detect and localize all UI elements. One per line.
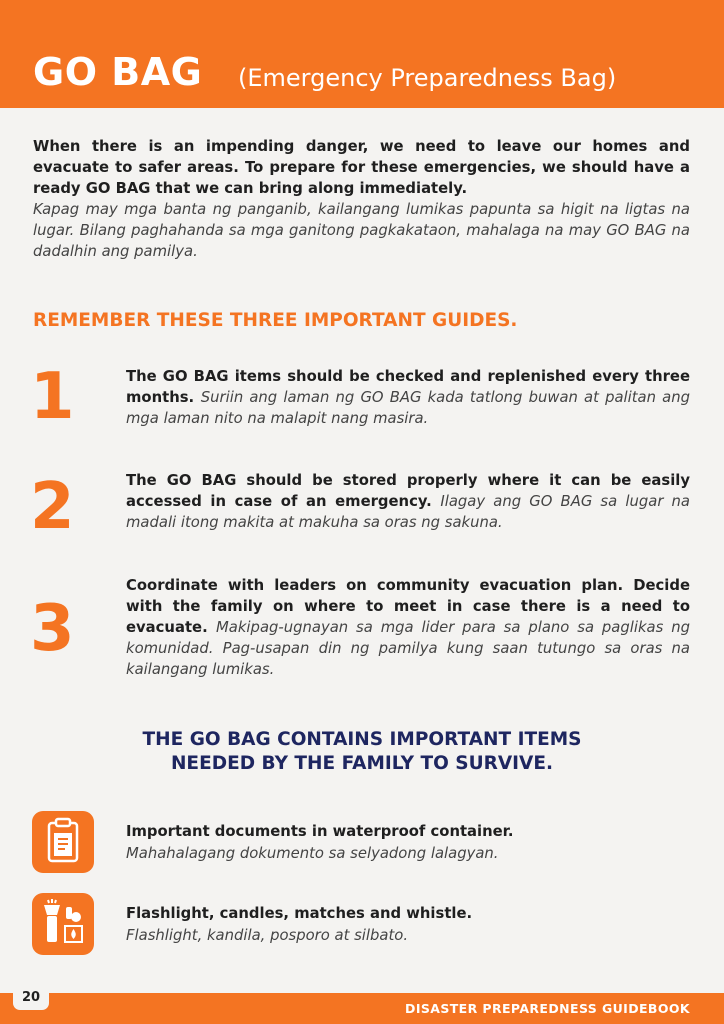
contains-heading (80, 728, 644, 776)
guide-3-english: Coordinate with leaders on community evacuation plan. Decide with the family on where to meet in case there is a need to evacuate. (126, 577, 690, 636)
page-header (0, 0, 724, 108)
intro-paragraph (33, 136, 690, 262)
contains-heading-line1: THE GO BAG CONTAINS IMPORTANT ITEMS (142, 729, 582, 750)
item-flashlight-tagalog: Flashlight, kandila, posporo at silbato. (126, 927, 409, 944)
intro-tagalog: Kapag may mga banta ng panganib, kailangang lumikas papunta sa higit na ligtas na lugar. Bilang paghahanda sa mga ganitong pagkakataon, mahalaga na may GO BAG na dadalhin ang pamilya. (33, 201, 690, 260)
item-flashlight-english: Flashlight, candles, matches and whistle. (126, 905, 473, 922)
document-container-icon (32, 811, 94, 873)
page-footer (0, 990, 724, 1024)
item-documents (126, 821, 686, 865)
guide-1 (126, 366, 690, 429)
remember-heading: REMEMBER THESE THREE IMPORTANT GUIDES. (33, 310, 518, 331)
guide-1-tagalog: Suriin ang laman ng GO BAG kada tatlong buwan at palitan ang mga laman nito na malapit nang masira. (126, 389, 690, 427)
guide-number-3: 3 (30, 592, 75, 666)
intro-english: When there is an impending danger, we need to leave our homes and evacuate to safer areas. To prepare for these emergencies, we should have a ready GO BAG that we can bring along immediately. (33, 138, 690, 197)
contains-heading-line2: NEEDED BY THE FAMILY TO SURVIVE. (170, 753, 554, 774)
page-subtitle: (Emergency Preparedness Bag) (238, 64, 617, 92)
guide-2-tagalog: Ilagay ang GO BAG sa lugar na madali itong makita at makuha sa oras ng sakuna. (126, 493, 690, 531)
flashlight-candle-icon (32, 893, 94, 955)
guide-3-tagalog: Makipag-ugnayan sa mga lider para sa plano sa paglikas ng komunidad. Pag-usapan din ng pamilya kung saan tutungo sa oras na kailangang lumikas. (126, 619, 690, 678)
guide-1-english: The GO BAG items should be checked and replenished every three months. (126, 368, 690, 406)
guidebook-title: DISASTER PREPAREDNESS GUIDEBOOK (405, 1001, 690, 1016)
item-documents-english: Important documents in waterproof container. (126, 823, 514, 840)
item-documents-tagalog: Mahahalagang dokumento sa selyadong lalagyan. (126, 845, 499, 862)
guide-2 (126, 470, 690, 533)
guide-number-2: 2 (30, 470, 75, 544)
item-flashlight (126, 903, 686, 947)
page-number: 20 (13, 985, 49, 1010)
page-title: GO BAG (33, 50, 203, 94)
guide-number-1: 1 (30, 360, 75, 434)
guide-3 (126, 575, 690, 680)
guide-2-english: The GO BAG should be stored properly where it can be easily accessed in case of an emergency. (126, 472, 690, 510)
